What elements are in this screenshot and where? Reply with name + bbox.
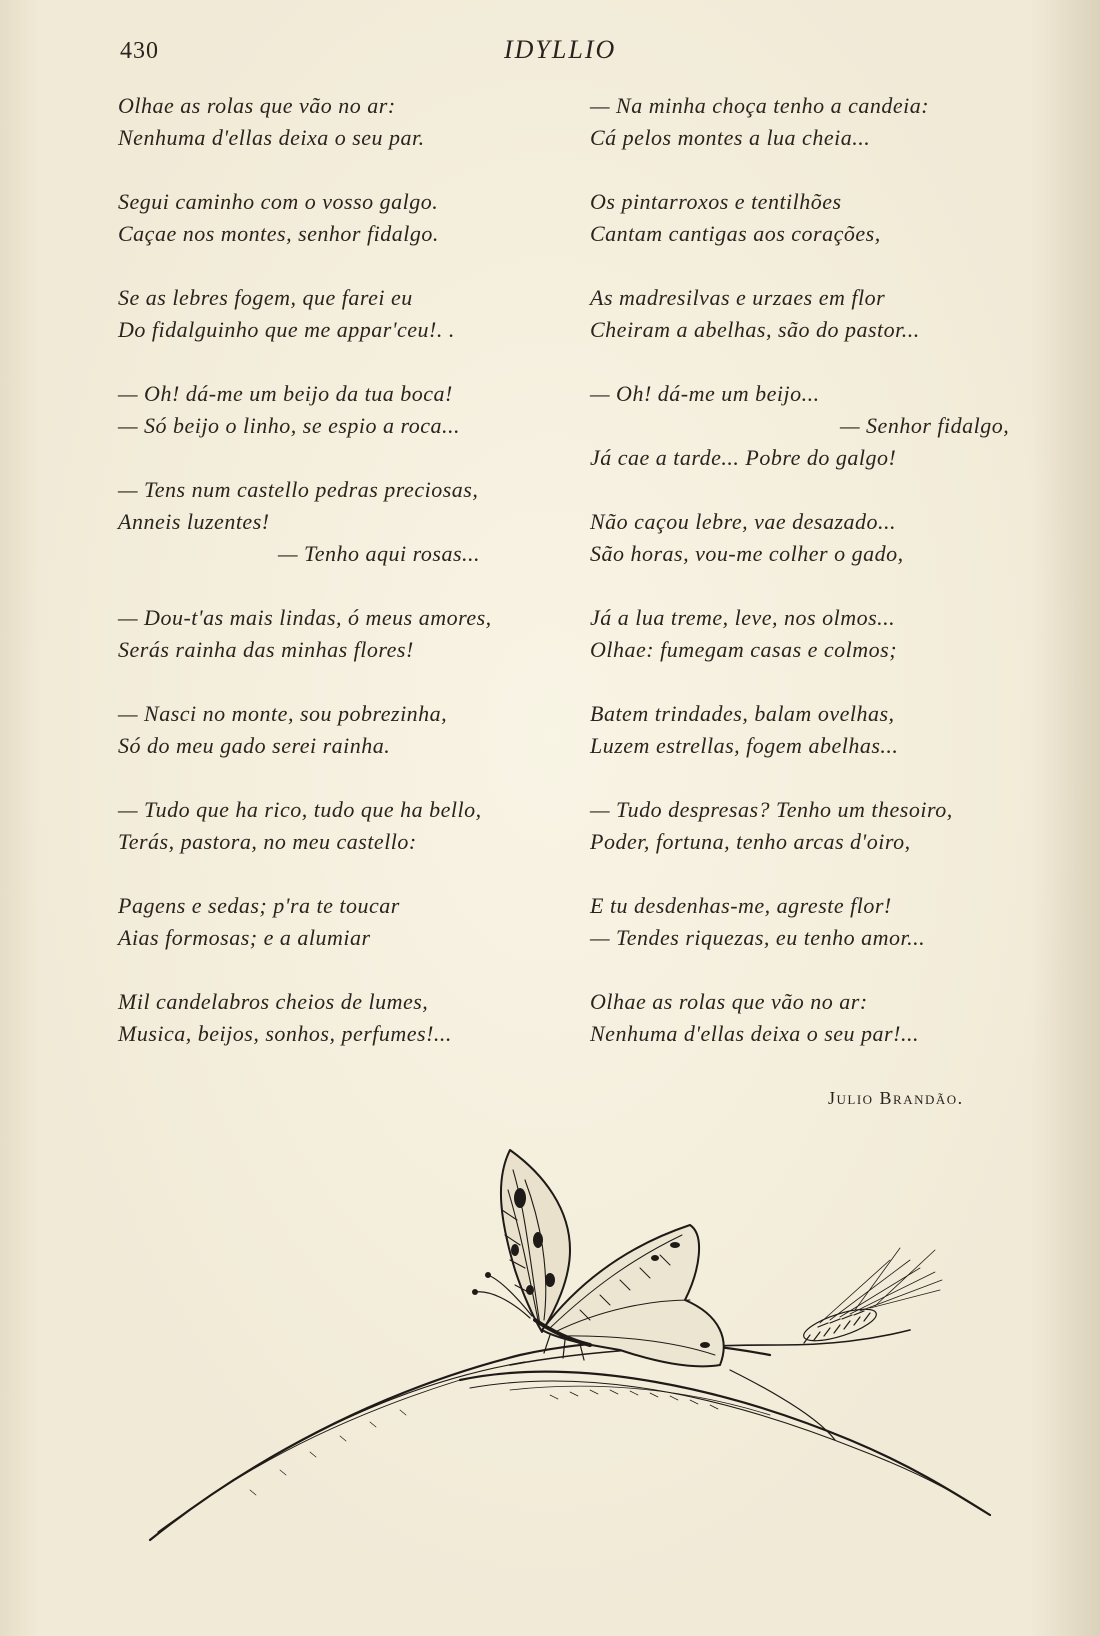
verse-line: — Só beijo o linho, se espio a roca... bbox=[118, 413, 461, 438]
verse-line: Olhae as rolas que vão no ar: bbox=[590, 989, 868, 1014]
verse-line: Cantam cantigas aos corações, bbox=[590, 221, 881, 246]
stanza bbox=[590, 282, 1030, 346]
verse-line: — Tens num castello pedras preciosas, bbox=[118, 477, 479, 502]
stanza bbox=[590, 698, 1030, 762]
verse-line: Serás rainha das minhas flores! bbox=[118, 637, 414, 662]
verse-line: Nenhuma d'ellas deixa o seu par. bbox=[118, 125, 425, 150]
verse-line: Cá pelos montes a lua cheia... bbox=[590, 125, 871, 150]
stanza bbox=[118, 282, 538, 346]
verse-line: Só do meu gado serei rainha. bbox=[118, 733, 391, 758]
verse-line: Olhae as rolas que vão no ar: bbox=[118, 93, 396, 118]
verse-line: Batem trindades, balam ovelhas, bbox=[590, 701, 895, 726]
stanza bbox=[590, 986, 1030, 1050]
verse-line: Mil candelabros cheios de lumes, bbox=[118, 989, 429, 1014]
stanza bbox=[118, 890, 538, 954]
verse-line: Já a lua treme, leve, nos olmos... bbox=[590, 605, 896, 630]
stanza bbox=[118, 378, 538, 442]
stanza bbox=[118, 186, 538, 250]
stanza bbox=[118, 698, 538, 762]
stanza bbox=[590, 90, 1030, 154]
poem-right-column bbox=[590, 90, 1030, 1082]
stanza bbox=[590, 602, 1030, 666]
stanza bbox=[590, 506, 1030, 570]
verse-line: Luzem estrellas, fogem abelhas... bbox=[590, 733, 899, 758]
verse-line: Se as lebres fogem, que farei eu bbox=[118, 285, 413, 310]
verse-line: Musica, beijos, sonhos, perfumes!... bbox=[118, 1021, 452, 1046]
verse-line: Anneis luzentes! bbox=[118, 509, 270, 534]
verse-line: As madresilvas e urzaes em flor bbox=[590, 285, 886, 310]
verse-line: Já cae a tarde... Pobre do galgo! bbox=[590, 445, 897, 470]
verse-line: — Tenho aqui rosas... bbox=[278, 541, 481, 566]
verse-line: São horas, vou-me colher o gado, bbox=[590, 541, 904, 566]
verse-line: E tu desdenhas-me, agreste flor! bbox=[590, 893, 892, 918]
stanza bbox=[118, 986, 538, 1050]
verse-line: — Senhor fidalgo, bbox=[840, 413, 1010, 438]
verse-line: Segui caminho com o vosso galgo. bbox=[118, 189, 439, 214]
stanza bbox=[118, 794, 538, 858]
verse-line: Terás, pastora, no meu castello: bbox=[118, 829, 417, 854]
stanza bbox=[590, 794, 1030, 858]
stanza bbox=[118, 602, 538, 666]
poem-left-column bbox=[118, 90, 538, 1082]
stanza bbox=[118, 90, 538, 154]
verse-line: — Nasci no monte, sou pobrezinha, bbox=[118, 701, 448, 726]
verse-line: — Dou-t'as mais lindas, ó meus amores, bbox=[118, 605, 492, 630]
stanza bbox=[590, 378, 1030, 474]
page-title: IDYLLIO bbox=[504, 35, 617, 64]
verse-line: Não caçou lebre, vae desazado... bbox=[590, 509, 897, 534]
author-signature: Julio Brandão. bbox=[828, 1088, 964, 1108]
verse-line: Olhae: fumegam casas e colmos; bbox=[590, 637, 898, 662]
verse-line: Nenhuma d'ellas deixa o seu par!... bbox=[590, 1021, 919, 1046]
page-number: 430 bbox=[120, 38, 159, 64]
verse-line: Os pintarroxos e tentilhões bbox=[590, 189, 842, 214]
verse-line: — Tudo despresas? Tenho um thesoiro, bbox=[590, 797, 953, 822]
verse-line: Cheiram a abelhas, são do pastor... bbox=[590, 317, 920, 342]
verse-line: Do fidalguinho que me appar'ceu!. . bbox=[118, 317, 455, 342]
verse-line: Poder, fortuna, tenho arcas d'oiro, bbox=[590, 829, 911, 854]
verse-line: — Oh! dá-me um beijo da tua boca! bbox=[118, 381, 453, 406]
butterfly-on-wheat-icon bbox=[130, 1140, 1010, 1560]
verse-line: Caçae nos montes, senhor fidalgo. bbox=[118, 221, 439, 246]
stanza bbox=[590, 186, 1030, 250]
verse-line: — Tudo que ha rico, tudo que ha bello, bbox=[118, 797, 482, 822]
verse-line: Aias formosas; e a alumiar bbox=[118, 925, 371, 950]
stanza bbox=[118, 474, 538, 570]
verse-line: — Tendes riquezas, eu tenho amor... bbox=[590, 925, 926, 950]
verse-line: — Oh! dá-me um beijo... bbox=[590, 381, 820, 406]
stanza bbox=[590, 890, 1030, 954]
verse-line: — Na minha choça tenho a candeia: bbox=[590, 93, 930, 118]
verse-line: Pagens e sedas; p'ra te toucar bbox=[118, 893, 400, 918]
